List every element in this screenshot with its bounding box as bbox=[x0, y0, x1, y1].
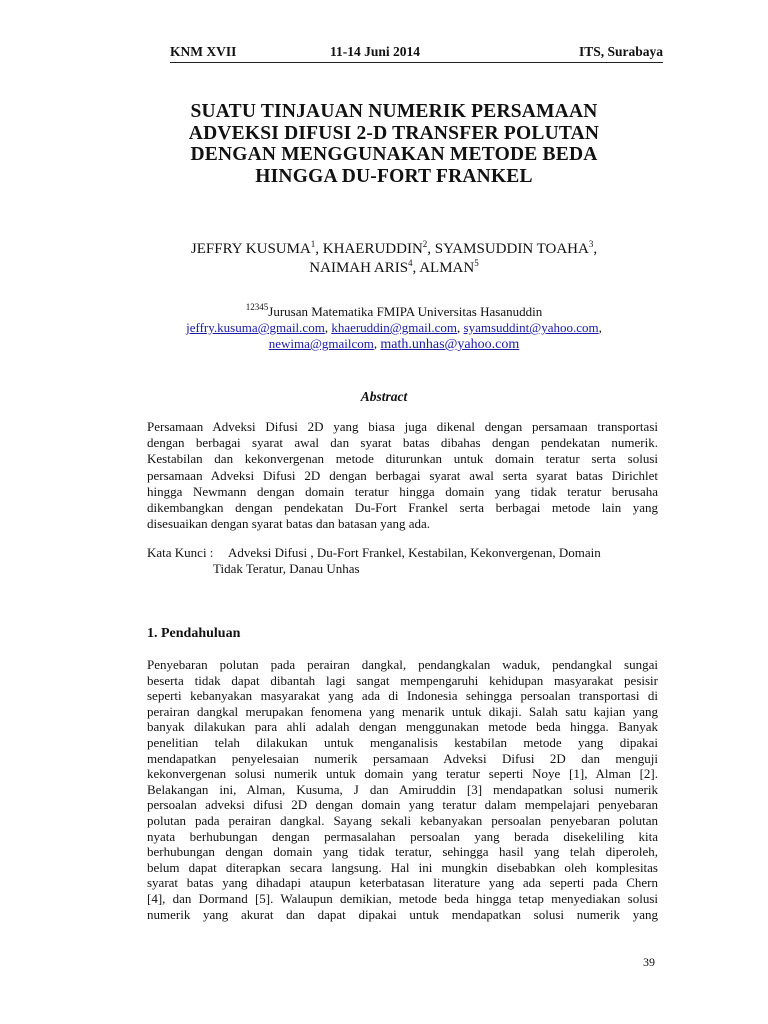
body-line: [4], dan Dormand [5]. Walaupun demikian, metode beda hingga tetap menyediakan solusi bbox=[147, 890, 658, 906]
abstract-line: Kestabilan dan kekonvergenan metode diturunkan untuk domain teratur serta solusi bbox=[147, 451, 658, 467]
author-superscript: 4 bbox=[408, 258, 413, 268]
header-location: ITS, Surabaya bbox=[578, 44, 663, 59]
author-superscript: 5 bbox=[474, 258, 479, 268]
author-line bbox=[110, 240, 678, 259]
header-rule bbox=[170, 62, 663, 63]
email-separator: , bbox=[324, 320, 332, 335]
abstract-line: hingga Newmann dengan domain teratur hingga domain yang tidak teratur berusaha bbox=[147, 483, 658, 499]
email-line bbox=[110, 320, 678, 336]
body-line: polutan pada perairan dangkal. Sayang sekali kebanyakan persoalan penyebaran polutan bbox=[147, 812, 658, 828]
body-line: Penyebaran polutan pada perairan dangkal, pendangkalan waduk, pendangkal sungai bbox=[147, 657, 658, 672]
body-line: banyak dilakukan para ahli adalah dengan menggunakan metode beda hingga. Banyak bbox=[147, 719, 658, 735]
email-link[interactable]: syamsuddint@yahoo.com bbox=[463, 320, 599, 335]
author-superscript: 1 bbox=[310, 239, 316, 249]
affiliation-block bbox=[110, 304, 678, 353]
abstract-line: dengan berbagai syarat awal dan syarat batas dibahas dengan pendekatan numerik. bbox=[147, 435, 658, 451]
section-body bbox=[147, 657, 658, 922]
body-line: beserta tidak dapat dibantah lagi sangat mempengaruhi kehidupan masyarakat pesisir bbox=[147, 672, 658, 688]
body-line: perairan dangkal merupakan fenomena yang menarik untuk dikaji. Salah satu kajian yang bbox=[147, 703, 658, 719]
header-date: 11-14 Juni 2014 bbox=[330, 44, 421, 59]
abstract-line: persamaan Adveksi Difusi 2D dengan berbagai syarat awal serta syarat batas Dirichlet bbox=[147, 467, 658, 483]
email-separator: , bbox=[457, 320, 464, 335]
body-line: seperti kebanyakan masyarakat yang ada di Indonesia sehingga persoalan transportasi di bbox=[147, 688, 658, 704]
abstract-line: dikembangkan dengan pendekatan Du-Fort Frankel serta berbagai metode lain yang bbox=[147, 500, 658, 516]
email-line bbox=[110, 336, 678, 353]
author-list bbox=[110, 240, 678, 278]
body-line: persoalan adveksi difusi 2D dengan domain yang teratur dalam mempelajari penyebaran bbox=[147, 797, 658, 813]
header-conference: KNM XVII bbox=[170, 44, 237, 59]
email-link[interactable]: jeffry.kusuma@gmail.com bbox=[186, 320, 325, 335]
title-line: DENGAN MENGGUNAKAN METODE BEDA bbox=[190, 144, 598, 165]
affiliation-text: Jurusan Matematika FMIPA Universitas Hasanuddin bbox=[268, 304, 543, 319]
author-name: , SYAMSUDDIN TOAHA bbox=[427, 241, 589, 257]
abstract-line: Persamaan Adveksi Difusi 2D yang biasa juga dikenal dengan persamaan transportasi bbox=[147, 419, 658, 434]
email-separator: , bbox=[598, 320, 602, 335]
abstract-heading: Abstract bbox=[360, 389, 408, 404]
email-link[interactable]: math.unhas@yahoo.com bbox=[380, 337, 520, 352]
email-link[interactable]: newima@gmailcom bbox=[268, 336, 374, 351]
keywords-text: Adveksi Difusi , Du-Fort Frankel, Kestabilan, Kekonvergenan, Domain bbox=[228, 545, 601, 560]
author-comma: , bbox=[593, 241, 598, 257]
author-superscript: 3 bbox=[588, 239, 594, 249]
body-line: belum dapat diterapkan secara langsung. Hal ini mungkin disebabkan oleh komplesitas bbox=[147, 859, 658, 875]
author-name: , ALMAN bbox=[412, 260, 475, 276]
body-line: penelitian telah dilakukan untuk menganalisis kestabilan metode yang dipakai bbox=[147, 734, 658, 750]
body-line: syarat batas yang dihadapi ataupun keterbatasan literature yang ada seperti pada Chern bbox=[147, 875, 658, 891]
author-name: NAIMAH ARIS bbox=[309, 260, 409, 276]
author-superscript: 2 bbox=[422, 239, 428, 249]
page-number: 39 bbox=[643, 955, 655, 969]
author-name: , KHAERUDDIN bbox=[315, 241, 423, 257]
email-separator: , bbox=[373, 336, 381, 351]
running-header bbox=[170, 44, 663, 62]
body-line: nyata berhubungan dengan permasalahan persoalan yang berada disekeliling kita bbox=[147, 828, 658, 844]
keywords-label: Kata Kunci : bbox=[147, 545, 214, 560]
body-line: berhubungan dengan domain yang tidak teratur, sehingga hasil yang telah diperoleh, bbox=[147, 844, 658, 860]
email-link[interactable]: khaeruddin@gmail.com bbox=[331, 320, 458, 335]
paper-title bbox=[120, 101, 668, 187]
abstract-line: disesuaikan dengan syarat batas dan batasan yang ada. bbox=[147, 516, 431, 532]
author-line bbox=[110, 259, 678, 278]
body-line: numerik yang akurat dan dapat dipakai untuk mendapatkan solusi numerik yang bbox=[147, 906, 658, 922]
body-line: mendapatkan penyelesaian numerik persamaan Adveksi Difusi 2D dan menguji bbox=[147, 750, 658, 766]
title-line: ADVEKSI DIFUSI 2-D TRANSFER POLUTAN bbox=[188, 122, 600, 144]
abstract-body bbox=[147, 419, 658, 532]
author-name: JEFFRY KUSUMA bbox=[190, 241, 311, 257]
affiliation-superscript: 12345 bbox=[245, 302, 269, 312]
section-heading: 1. Pendahuluan bbox=[147, 626, 241, 641]
title-line: HINGGA DU-FORT FRANKEL bbox=[255, 165, 533, 187]
body-line: kekonvergenan solusi numerik untuk domain yang teratur seperti Noye [1], Alman [2]. bbox=[147, 766, 658, 782]
keywords-text: Tidak Teratur, Danau Unhas bbox=[213, 561, 360, 576]
title-line: SUATU TINJAUAN NUMERIK PERSAMAAN bbox=[190, 101, 598, 122]
affiliation-line bbox=[110, 304, 678, 320]
body-line: Belakangan ini, Alman, Kusuma, J dan Amiruddin [3] mendapatkan solusi numerik bbox=[147, 781, 658, 797]
